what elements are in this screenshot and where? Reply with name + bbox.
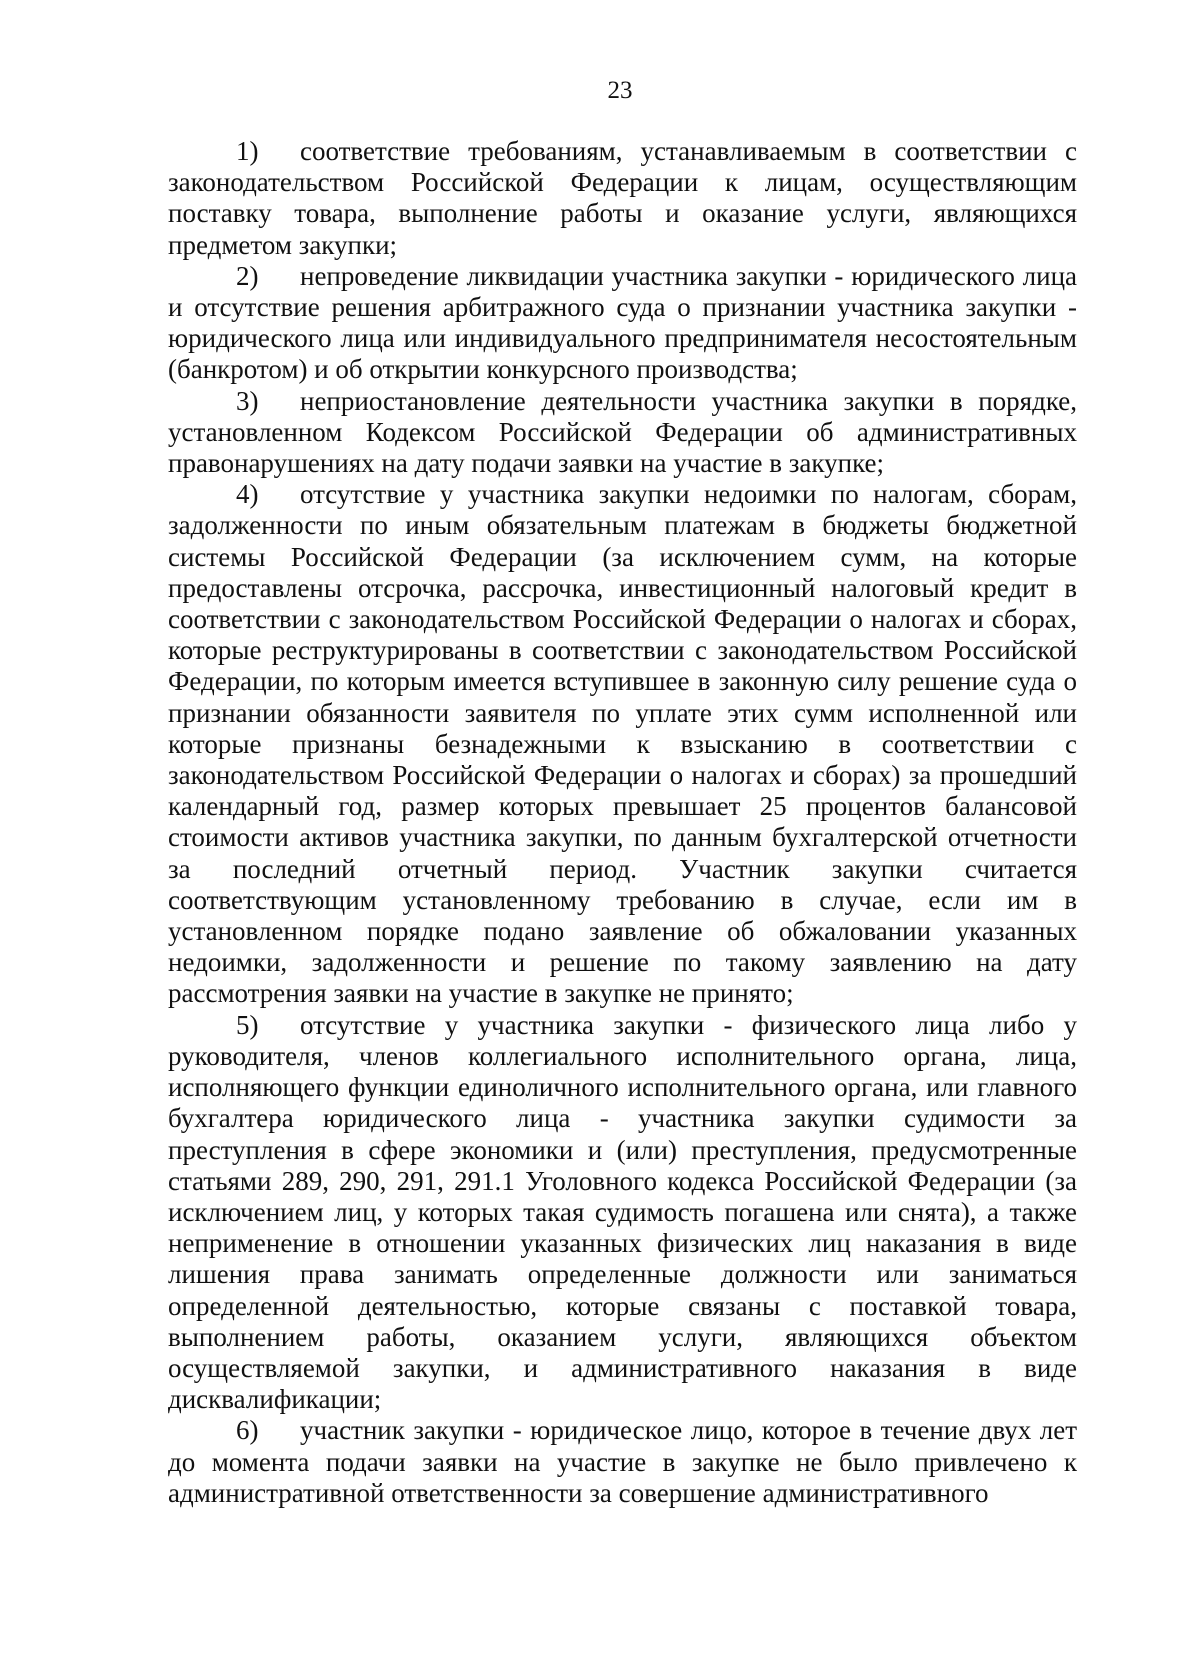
list-item-3 [168,386,1077,480]
page-number: 23 [607,77,633,104]
item-number: 1) [236,136,259,166]
item-number: 4) [236,479,259,510]
item-text: участник закупки - юридическое лицо, которое в течение двух лет до момента подачи заявки на участие в закупке не было привлечено к административной ответственности за совершение административного [168,1415,1077,1508]
item-text: неприостановление деятельности участника закупки в порядке, установленном Кодексом Российской Федерации об административных правонарушениях на дату подачи заявки на участие в закупке; [168,385,1077,479]
list-item-2 [168,261,1077,386]
list-item-5 [168,1010,1077,1416]
item-number: 2) [236,260,259,291]
item-number: 5) [236,1009,259,1040]
list-item-1 [168,136,1077,261]
list-item-6 [168,1415,1077,1509]
item-number: 3) [236,385,259,416]
document-body [168,136,1077,1509]
item-text: отсутствие у участника закупки - физического лица либо у руководителя, членов коллегиального исполнительного органа, лица, исполняющего функции единоличного исполнительного органа, или главного бухгалтера юридического лица - участника закупки судимости за преступления в сфере экономики и (или) преступления, предусмотренные статьями 289, 290, 291, 291.1 Уголовного кодекса Российской Федерации (за исключением лиц, у которых такая судимость погашена или снята), а также неприменение в отношении указанных физических лиц наказания в виде лишения права занимать определенные должности или заниматься определенной деятельностью, которые связаны с поставкой товара, выполнением работы, оказанием услуги, являющихся объектом осуществляемой закупки, и административного наказания в виде дисквалификации; [168,1009,1077,1415]
item-text: непроведение ликвидации участника закупки - юридического лица и отсутствие решения арбитражного суда о признании участника закупки - юридического лица или индивидуального предпринимателя несостоятельным (банкротом) и об открытии конкурсного производства; [168,260,1077,385]
item-number: 6) [236,1415,259,1446]
item-text: соответствие требованиям, устанавливаемым в соответствии с законодательством Российской Федерации к лицам, осуществляющим поставку товара, выполнение работы и оказание услуги, являющихся предметом закупки; [168,136,1077,260]
list-item-4 [168,479,1077,1009]
item-text: отсутствие у участника закупки недоимки по налогам, сборам, задолженности по иным обязательным платежам в бюджеты бюджетной системы Российской Федерации (за исключением сумм, на которые предоставлены отсрочка, рассрочка, инвестиционный налоговый кредит в соответствии с законодательством Российской Федерации о налогах и сборах, которые реструктурированы в соответствии с законодательством Российской Федерации, по которым имеется вступившее в законную силу решение суда о признании обязанности заявителя по уплате этих сумм исполненной или которые признаны безнадежными к взысканию в соответствии с законодательством Российской Федерации о налогах и сборах) за прошедший календарный год, размер которых превышает 25 процентов балансовой стоимости активов участника закупки, по данным бухгалтерской отчетности за последний отчетный период. Участник закупки считается соответствующим установленному требованию в случае, если им в установленном порядке подано заявление об обжаловании указанных недоимки, задолженности и решение по такому заявлению на дату рассмотрения заявки на участие в закупке не принято; [168,479,1077,1009]
